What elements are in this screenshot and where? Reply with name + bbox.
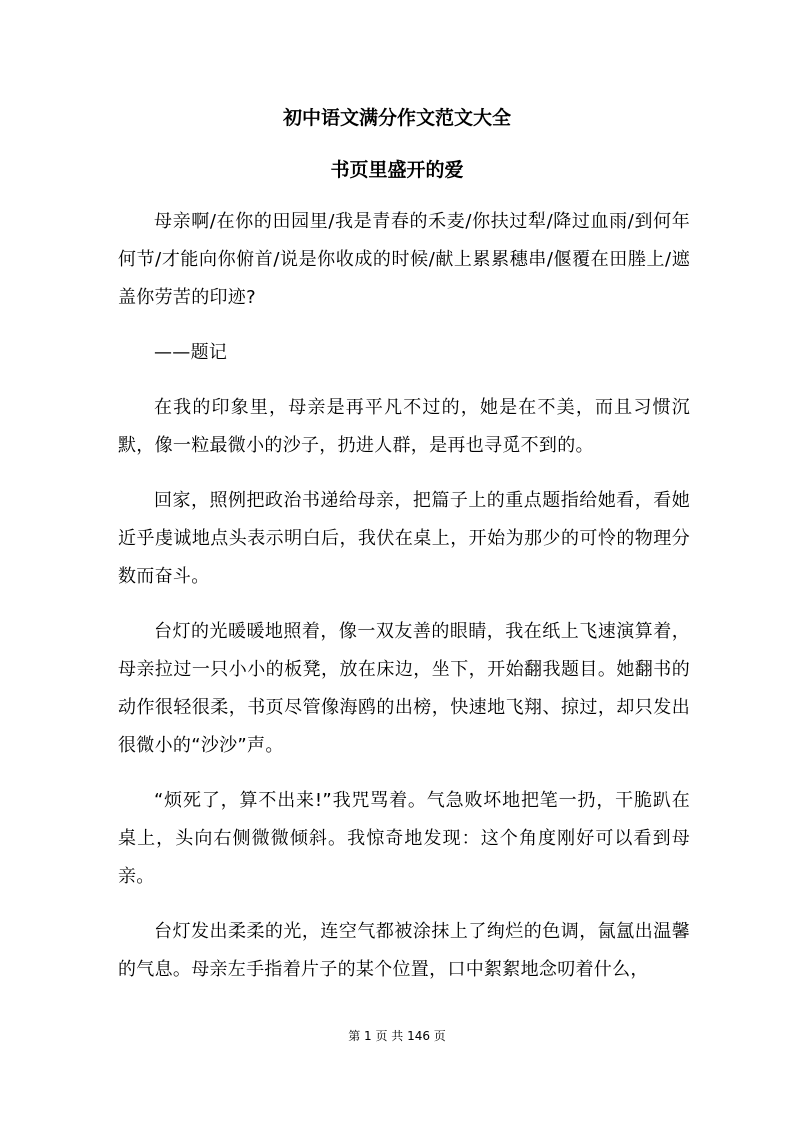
epigraph-attribution: ——题记 xyxy=(154,342,228,363)
document-title: 初中语文满分作文范文大全 xyxy=(282,107,511,129)
paragraph: “烦死了，算不出来!”我咒骂着。气急败坏地把笔一扔，干脆趴在桌上，头向右侧微微倾斜。我惊奇地发现：这个角度刚好可以看到母亲。 xyxy=(118,790,690,887)
paragraph: 台灯发出柔柔的光，连空气都被涂抹上了绚烂的色调，氤氲出温馨的气息。母亲左手指着片子的某个位置，口中絮絮地念叨着什么， xyxy=(118,921,690,980)
paragraph: 在我的印象里，母亲是再平凡不过的，她是在不美，而且习惯沉默，像一粒最微小的沙子，扔进人群，是再也寻觅不到的。 xyxy=(118,397,690,456)
paragraph: 回家，照例把政治书递给母亲，把篇子上的重点题指给她看，看她近乎虔诚地点头表示明白后，我伏在桌上，开始为那少的可怜的物理分数而奋斗。 xyxy=(118,490,690,587)
page-number-footer: 第 1 页 共 146 页 xyxy=(348,1029,446,1043)
essay-title: 书页里盛开的爱 xyxy=(330,159,464,181)
essay-body xyxy=(118,203,690,1006)
poem-epigraph: 母亲啊/在你的田园里/我是青春的禾麦/你扶过犁/降过血雨/到何年何节/才能向你俯首/说是你收成的时候/献上累累穗串/偃覆在田塍上/遮盖你劳苦的印迹? xyxy=(118,211,690,308)
paragraph: 台灯的光暖暖地照着，像一双友善的眼睛，我在纸上飞速演算着，母亲拉过一只小小的板凳，放在床边，坐下，开始翻我题目。她翻书的动作很轻很柔，书页尽管像海鸥的出榜，快速地飞翔、掠过，却只发出很微小的“沙沙”声。 xyxy=(118,621,690,756)
